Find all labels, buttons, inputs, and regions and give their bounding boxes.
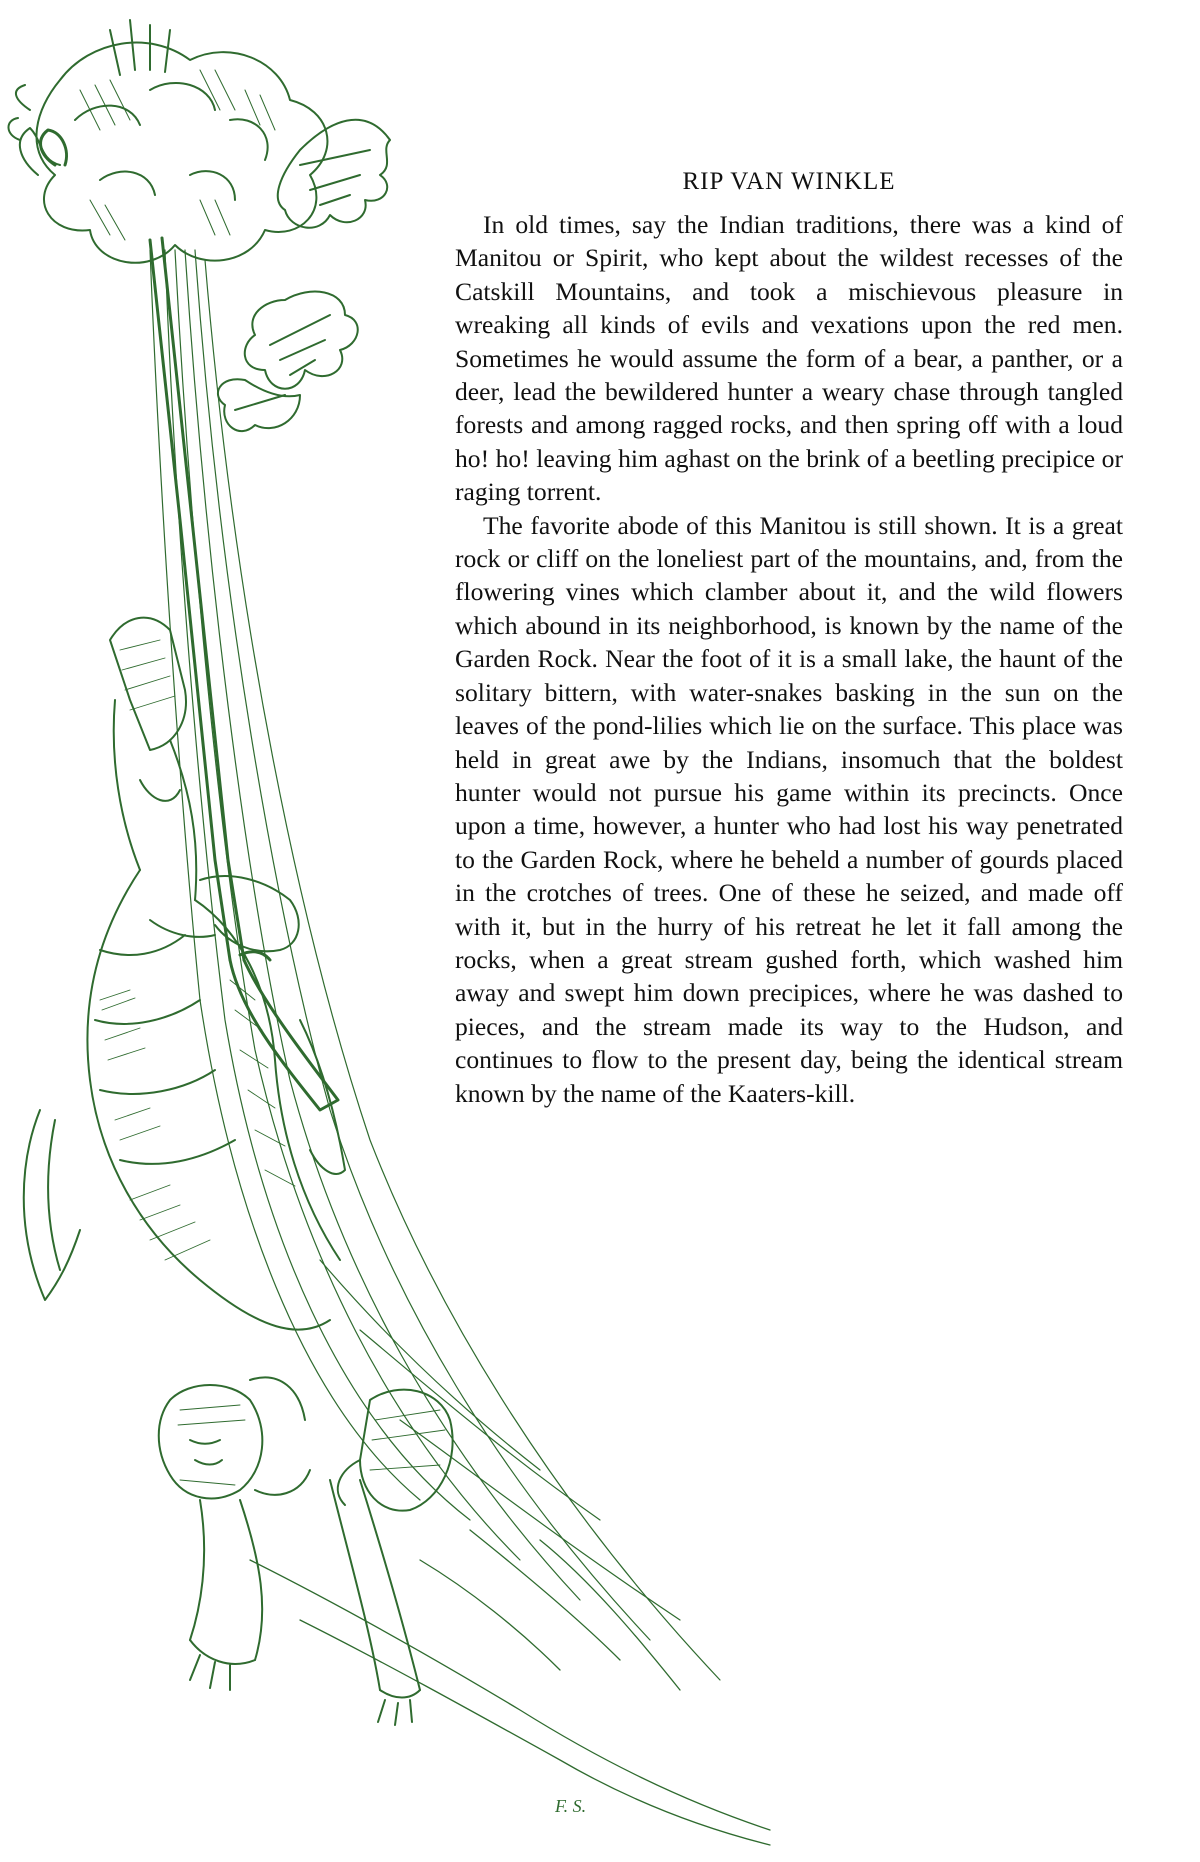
paragraph-2: The favorite abode of this Manitou is still shown. It is a great rock or cliff on the loneliest part of the mountains, and, from the flowering vines which clamber about it, and the wild flowers which abound in its neighborhood, is known by the name of the Garden Rock. Near the foot of it is a small lake, the haunt of the solitary bittern, with water-snakes basking in the sun on the leaves of the pond-lilies which lie on the surface. This place was held in great awe by the Indians, insomuch that the boldest hunter would not pursue his game within its precincts. Once upon a time, however, a hunter who had lost his way penetrated to the Garden Rock, where he beheld a number of gourds placed in the crotches of trees. One of these he seized, and made off with it, but in the hurry of his retreat he let it fall among the rocks, when a great stream gushed forth, which washed him away and swept him down precipices, where he was dashed to pieces, and the stream made its way to the Hudson, and continues to flow to the present day, being the identical stream known by the name of the Kaaters-kill. (455, 510, 1123, 1108)
artist-signature: F. S. (555, 1796, 587, 1816)
water-wave (250, 1530, 770, 1845)
cloud-hatching (80, 70, 275, 240)
text-column (455, 168, 1123, 1110)
paragraph-1: In old times, say the Indian traditions, there was a kind of Manitou or Spirit, who kept about the wildest recesses of the Catskill Mountains, and took a mischievous pleasure in wreaking all kinds of evils and vexations upon the red men. Sometimes he would assume the form of a bear, a panther, or a deer, lead the bewildered hunter a weary chase through tangled forests and among ragged rocks, and then spring off with a loud ho! ho! leaving him aghast on the brink of a beetling precipice or raging torrent. (455, 210, 1123, 507)
foliage-cloud (8, 20, 390, 431)
page-title: RIP VAN WINKLE (682, 168, 896, 195)
